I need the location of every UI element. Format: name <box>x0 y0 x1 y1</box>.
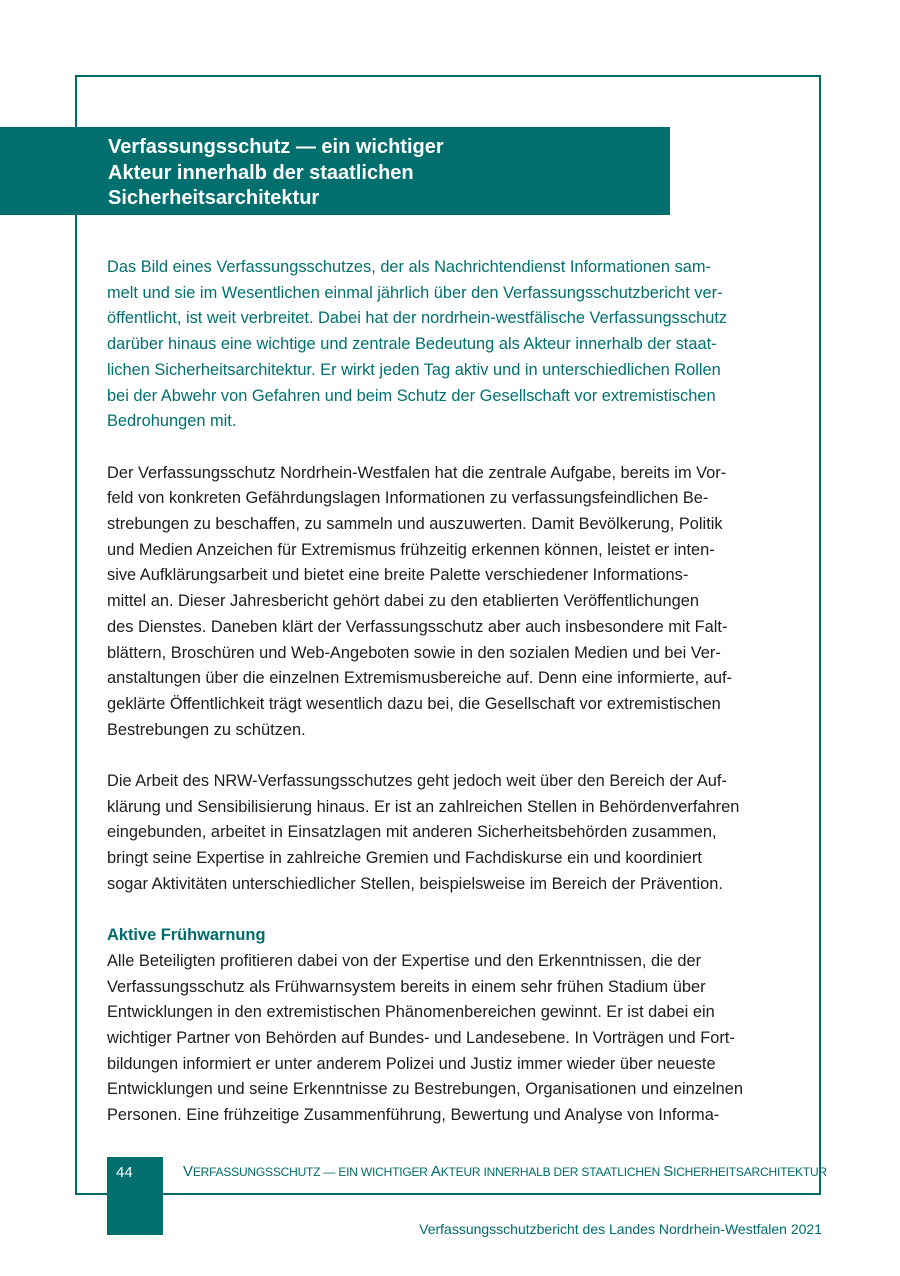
text-line: Bestrebungen zu schützen. <box>107 720 306 739</box>
page-number-tab <box>107 1157 163 1235</box>
text-line: klärung und Sensibilisierung hinaus. Er ist an zahlreichen Stellen in Behördenverfahren <box>107 797 740 816</box>
text-line: Der Verfassungsschutz Nordrhein-Westfalen hat die zentrale Aufgabe, bereits im Vor- <box>107 463 727 482</box>
text-line: Das Bild eines Verfassungsschutzes, der als Nachrichtendienst Informationen sam- <box>107 258 712 276</box>
text-line: Personen. Eine frühzeitige Zusammenführung, Bewertung und Analyse von Informa- <box>107 1106 720 1125</box>
text-line: Entwicklungen in den extremistischen Phänomenbereichen gewinnt. Er ist dabei ein <box>107 1003 715 1022</box>
text-line: eingebunden, arbeitet in Einsatzlagen mit anderen Sicherheitsbehörden zusammen, <box>107 823 717 842</box>
text-line: strebungen zu beschaffen, zu sammeln und auszuwerten. Damit Bevölkerung, Politik <box>107 515 723 534</box>
chapter-title-banner <box>0 127 670 215</box>
chapter-title-line: Verfassungsschutz — ein wichtiger <box>108 136 444 158</box>
running-head <box>183 1163 827 1180</box>
text-line: blättern, Broschüren und Web-Angeboten sowie in den sozialen Medien und bei Ver- <box>107 643 721 662</box>
text-line: geklärte Öffentlichkeit trägt wesentlich dazu bei, die Gesellschaft vor extremistischen <box>107 694 721 713</box>
running-head-text: ICHERHEITSARCHITEKTUR <box>673 1165 827 1179</box>
text-line: bringt seine Expertise in zahlreiche Gremien und Fachdiskurse ein und koordiniert <box>107 849 702 868</box>
text-line: melt und sie im Wesentlichen einmal jährlich über den Verfassungsschutzbericht ver- <box>107 283 723 302</box>
intro-paragraph <box>107 255 807 435</box>
text-line: des Dienstes. Daneben klärt der Verfassungsschutz aber auch insbesondere mit Falt- <box>107 617 728 636</box>
text-line: Alle Beteiligten profitieren dabei von der Expertise und den Erkenntnissen, die der <box>107 951 702 970</box>
page-footer: Verfassungsschutzbericht des Landes Nordrhein-Westfalen 2021 <box>419 1221 822 1237</box>
text-line: Verfassungsschutz als Frühwarnsystem bereits in einem sehr frühen Stadium über <box>107 977 706 996</box>
running-head-text: ERFASSUNGSSCHUTZ — EIN WICHTIGER <box>192 1165 431 1179</box>
text-line: lichen Sicherheitsarchitektur. Er wirkt jeden Tag aktiv und in unterschiedlichen Rollen <box>107 360 721 379</box>
text-line: mittel an. Dieser Jahresbericht gehört dabei zu den etablierten Veröffentlichungen <box>107 592 699 611</box>
body-paragraph <box>107 461 807 744</box>
main-content <box>107 255 807 1155</box>
section-aktive-fruehwarnung <box>107 923 807 1129</box>
text-line: sogar Aktivitäten unterschiedlicher Stellen, beispielsweise im Bereich der Prävention. <box>107 874 723 893</box>
text-line: sive Aufklärungsarbeit und bietet eine breite Palette verschiedener Informations- <box>107 566 689 585</box>
chapter-title-line: Akteur innerhalb der staatlichen <box>108 161 414 184</box>
text-line: bildungen informiert er unter anderem Polizei und Justiz immer wieder über neueste <box>107 1054 716 1073</box>
running-head-text: KTEUR INNERHALB DER STAATLICHEN <box>440 1165 664 1179</box>
running-head-cap: A <box>430 1163 441 1180</box>
page-number: 44 <box>116 1164 133 1181</box>
text-line: darüber hinaus eine wichtige und zentrale Bedeutung als Akteur innerhalb der staat- <box>107 335 717 354</box>
text-line: Die Arbeit des NRW-Verfassungsschutzes geht jedoch weit über den Bereich der Auf- <box>107 772 727 791</box>
running-head-cap: S <box>663 1163 674 1180</box>
text-line: Entwicklungen und seine Erkenntnisse zu Bestrebungen, Organisationen und einzelnen <box>107 1080 744 1099</box>
section-heading: Aktive Frühwarnung <box>107 926 266 945</box>
text-line: feld von konkreten Gefährdungslagen Informationen zu verfassungsfeindlichen Be- <box>107 489 709 508</box>
running-head-cap: V <box>183 1163 193 1180</box>
text-line: anstaltungen über die einzelnen Extremismusbereiche auf. Denn eine informierte, auf- <box>107 669 733 688</box>
body-paragraph <box>107 769 807 898</box>
text-line: wichtiger Partner von Behörden auf Bundes- und Landesebene. In Vorträgen und Fort- <box>107 1029 735 1048</box>
text-line: öffentlicht, ist weit verbreitet. Dabei hat der nordrhein-westfälische Verfassungsschutz <box>107 309 728 328</box>
text-line: Bedrohungen mit. <box>107 412 237 431</box>
text-line: bei der Abwehr von Gefahren und beim Schutz der Gesellschaft vor extremistischen <box>107 386 716 405</box>
text-line: und Medien Anzeichen für Extremismus frühzeitig erkennen können, leistet er inten- <box>107 540 715 559</box>
chapter-title-line: Sicherheitsarchitektur <box>108 187 320 209</box>
